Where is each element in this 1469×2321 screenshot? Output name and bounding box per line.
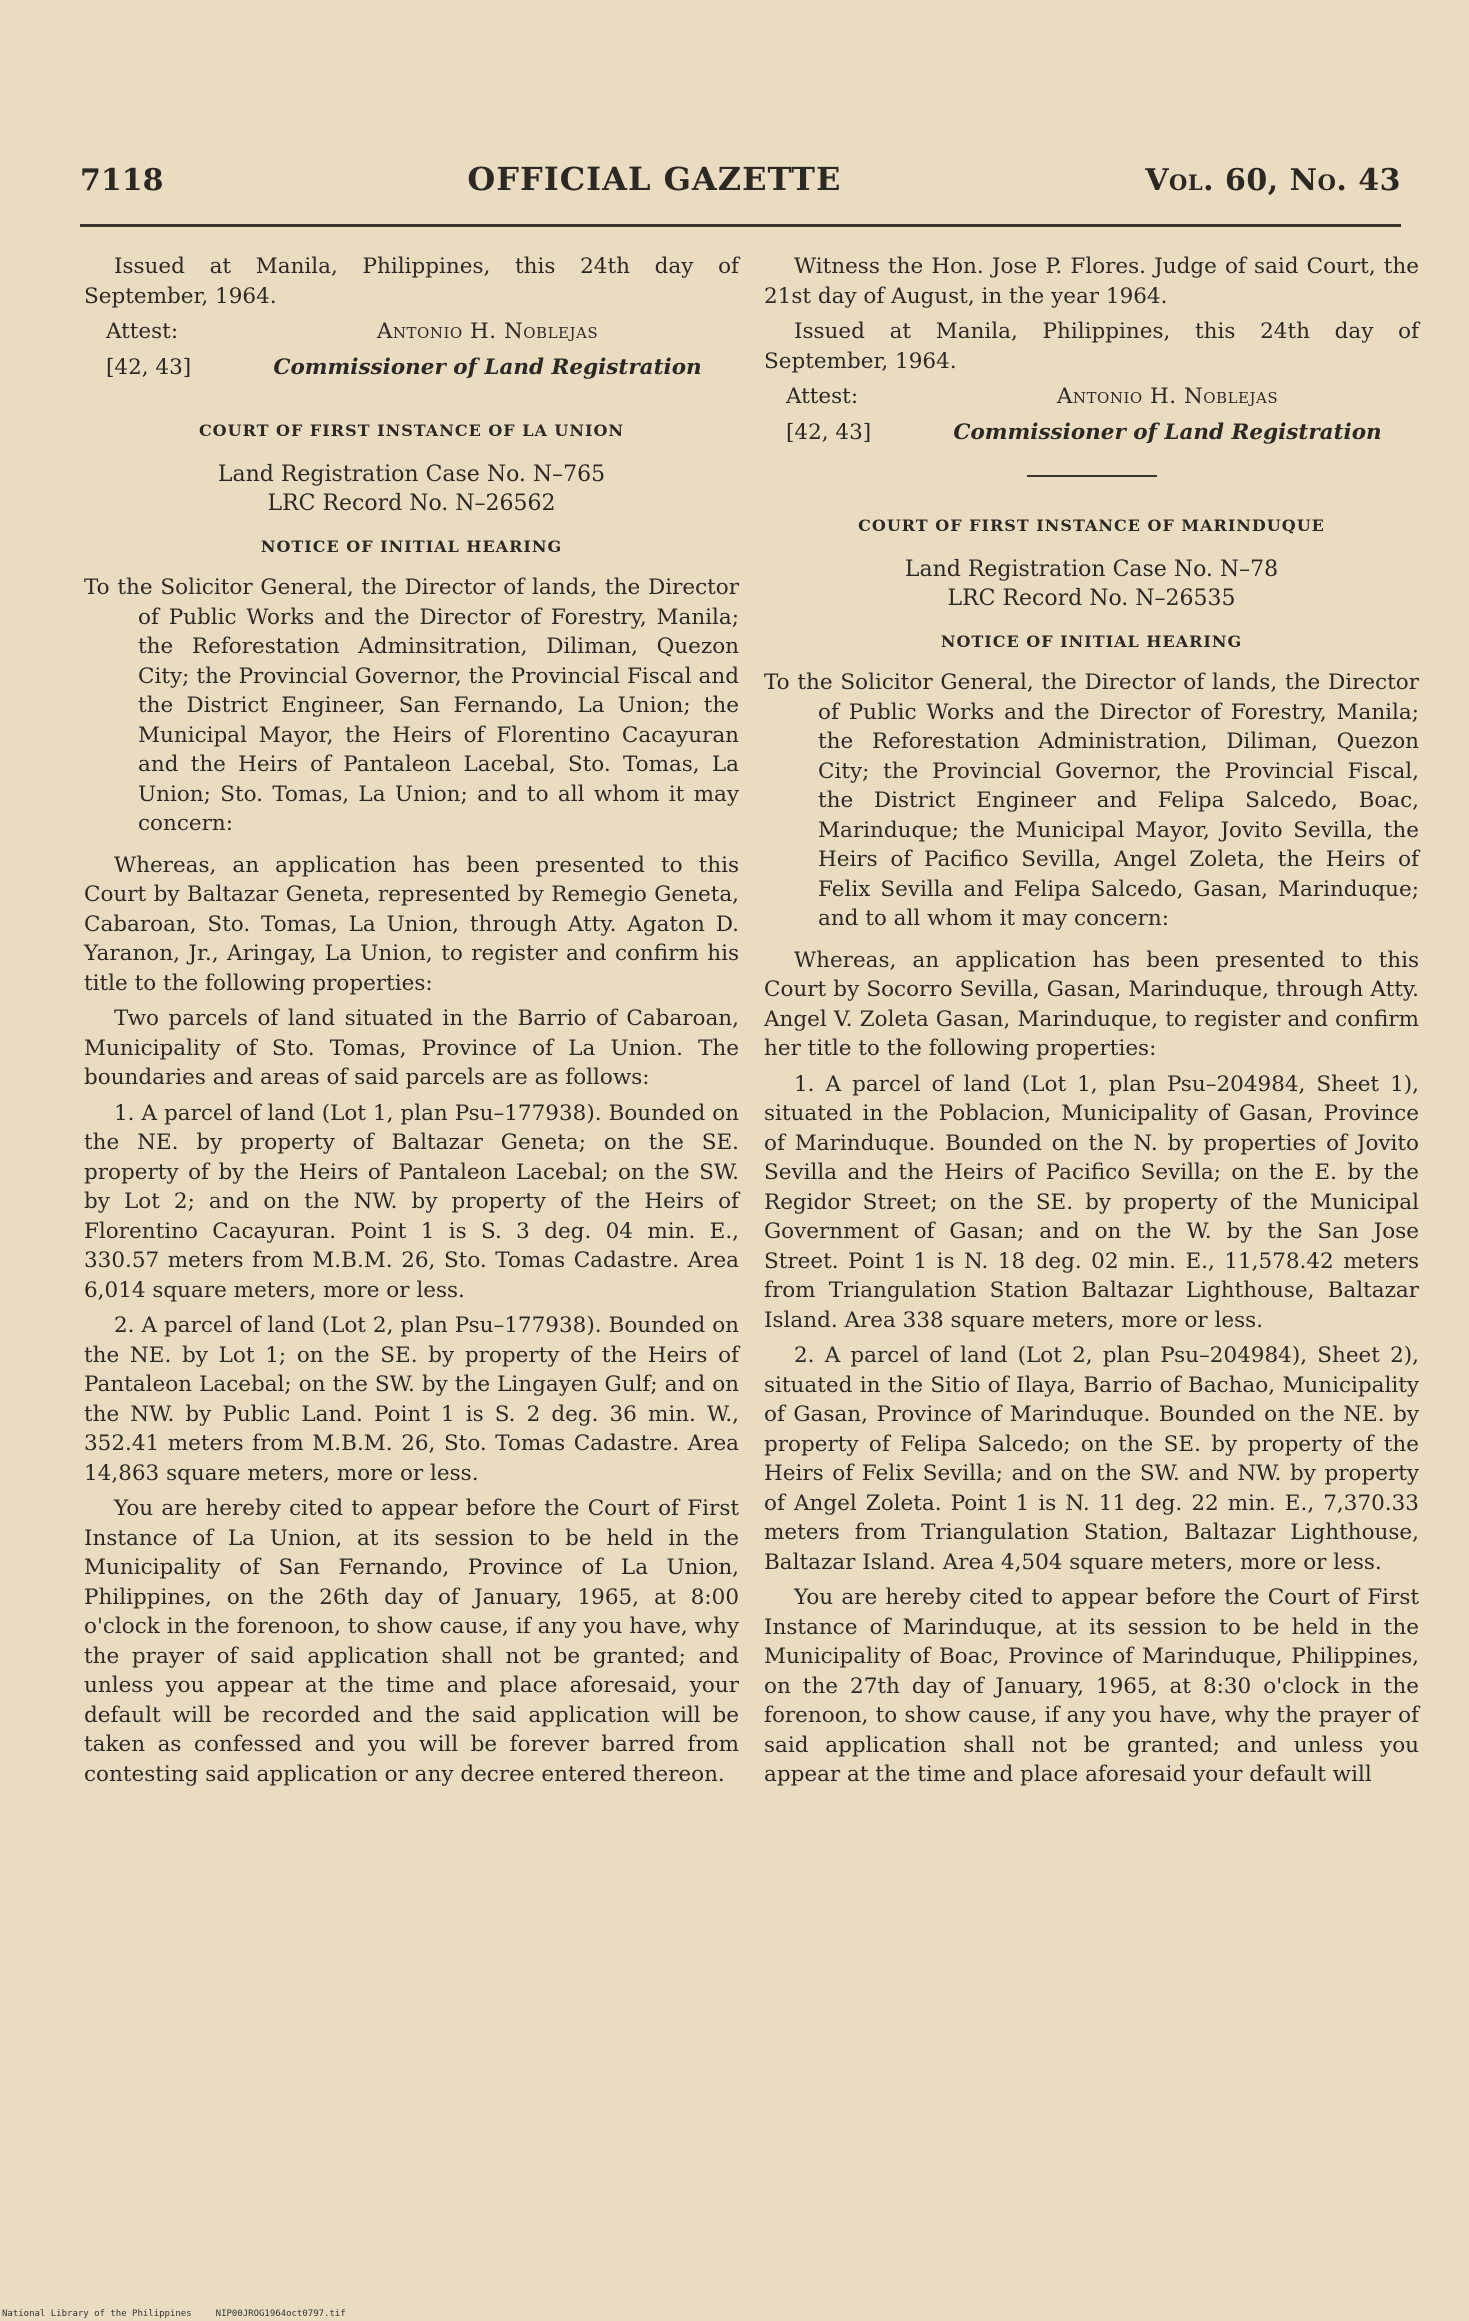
attest-ref: [42, 43] xyxy=(106,354,192,380)
page-header xyxy=(80,160,1401,216)
whereas-paragraph: Whereas, an application has been presented to this Court by Socorro Sevilla, Gasan, Marinduque, through Atty. Angel V. Zoleta Gasan, Marinduque, to register and confirm her title to the following properties: xyxy=(764,947,1419,1061)
attestation xyxy=(764,382,1419,412)
attestation-title-row xyxy=(84,353,739,383)
parcel-1: 1. A parcel of land (Lot 1, plan Psu–204984, Sheet 1), situated in the Poblacion, Municipality of Gasan, Province of Marinduque. Bounded on the N. by properties of Jovito Sevilla and the Heirs of Pacifico Sevilla; on the E. by the Regidor Street; on the SE. by property of the Municipal Government of Gasan; and on the W. by the San Jose Street. Point 1 is N. 18 deg. 02 min. E., 11,578.42 meters from Triangulation Station Baltazar Lighthouse, Baltazar Island. Area 338 square meters, more or less. xyxy=(764,1071,1419,1333)
issued-statement: Issued at Manila, Philippines, this 24th day of September, 1964. xyxy=(84,254,739,309)
library-credit: National Library of the Philippines xyxy=(2,2309,192,2319)
signatory-title: Commissioner of Land Registration xyxy=(953,419,1382,445)
page-number: 7118 xyxy=(80,163,164,198)
left-column xyxy=(84,252,739,1795)
notice-heading: NOTICE OF INITIAL HEARING xyxy=(940,631,1243,651)
lrc-record: LRC Record No. N–26562 xyxy=(267,490,556,516)
case-number: Land Registration Case No. N–78 xyxy=(904,556,1279,582)
case-number: Land Registration Case No. N–765 xyxy=(217,461,606,487)
signatory-name: Antonio H. Noblejas xyxy=(376,319,599,344)
citation-paragraph: You are hereby cited to appear before the Court of First Instance of Marinduque, at its session to be held in the Municipality of Boac, Province of Marinduque, Philippines, on the 27th day of January, 1965, at 8:30 o'clock in the forenoon, to show cause, if any you have, why the prayer of said application shall not be granted; and unless you appear at the time and place aforesaid your default will xyxy=(764,1585,1419,1787)
addressee-paragraph: To the Solicitor General, the Director of lands, the Director of Public Works and the Director of Forestry, Manila; the Reforestation Administration, Diliman, Quezon City; the Provincial Governor, the Provincial Fiscal, the District Engineer and Felipa Salcedo, Boac, Marinduque; the Municipal Mayor, Jovito Sevilla, the Heirs of Pacifico Sevilla, Angel Zoleta, the Heirs of Felix Sevilla and Felipa Salcedo, Gasan, Marinduque; and to all whom it may concern: xyxy=(764,670,1419,931)
attest-label: Attest: xyxy=(786,384,859,409)
attest-ref: [42, 43] xyxy=(786,419,872,445)
citation-paragraph: You are hereby cited to appear before the Court of First Instance of La Union, at its session to be held in the Municipality of San Fernando, Province of La Union, Philippines, on the 26th day of January, 1965, at 8:00 o'clock in the forenoon, to show cause, if any you have, why the prayer of said application shall not be granted; and unless you appear at the time and place aforesaid, your default will be recorded and the said application will be taken as confessed and you will be forever barred from contesting said application or any decree entered thereon. xyxy=(84,1496,739,1787)
attestation-title-row xyxy=(764,418,1419,448)
signatory-title: Commissioner of Land Registration xyxy=(273,354,702,380)
publication-title: OFFICIAL GAZETTE xyxy=(467,160,842,198)
witness-statement: Witness the Hon. Jose P. Flores. Judge of said Court, the 21st day of August, in the year 1964. xyxy=(764,254,1419,309)
attestation xyxy=(84,317,739,347)
notice-heading: NOTICE OF INITIAL HEARING xyxy=(260,536,563,556)
signatory-name: Antonio H. Noblejas xyxy=(1056,384,1279,409)
parcels-intro: Two parcels of land situated in the Barrio of Cabaroan, Municipality of Sto. Tomas, Province of La Union. The boundaries and areas of said parcels are as follows: xyxy=(84,1006,739,1090)
parcel-2: 2. A parcel of land (Lot 2, plan Psu–177938). Bounded on the NE. by Lot 1; on the SE. by property of the Heirs of Pantaleon Lacebal; on the SW. by the Lingayen Gulf; and on the NW. by Public Land. Point 1 is S. 2 deg. 36 min. W., 352.41 meters from M.B.M. 26, Sto. Tomas Cadastre. Area 14,863 square meters, more or less. xyxy=(84,1313,739,1486)
parcel-2: 2. A parcel of land (Lot 2, plan Psu–204984), Sheet 2), situated in the Sitio of Ilaya, Barrio of Bachao, Municipality of Gasan, Province of Marinduque. Bounded on the NE. by property of Felipa Salcedo; on the SE. by property of the Heirs of Felix Sevilla; and on the SW. and NW. by property of Angel Zoleta. Point 1 is N. 11 deg. 22 min. E., 7,370.33 meters from Triangulation Station, Baltazar Lighthouse, Baltazar Island. Area 4,504 square meters, more or less. xyxy=(764,1343,1419,1575)
scan-filename: NIP00JROG1964oct0797.tif xyxy=(215,2309,346,2319)
scan-footer xyxy=(2,2309,346,2319)
header-rule xyxy=(80,224,1401,227)
issued-statement: Issued at Manila, Philippines, this 24th day of September, 1964. xyxy=(764,319,1419,374)
court-heading: COURT OF FIRST INSTANCE OF MARINDUQUE xyxy=(858,516,1325,535)
attest-label: Attest: xyxy=(106,319,179,344)
volume-number: Vol. 60, No. 43 xyxy=(1145,163,1401,198)
section-divider xyxy=(1027,475,1157,477)
court-heading: COURT OF FIRST INSTANCE OF LA UNION xyxy=(198,421,625,440)
whereas-paragraph: Whereas, an application has been presented to this Court by Baltazar Geneta, represented by Remegio Geneta, Cabaroan, Sto. Tomas, La Union, through Atty. Agaton D. Yaranon, Jr., Aringay, La Union, to register and confirm his title to the following properties: xyxy=(84,852,739,996)
right-column xyxy=(764,252,1419,1796)
parcel-1: 1. A parcel of land (Lot 1, plan Psu–177938). Bounded on the NE. by property of Baltazar Geneta; on the SE. property of by the Heirs of Pantaleon Lacebal; on the SW. by Lot 2; and on the NW. by property of the Heirs of Florentino Cacayuran. Point 1 is S. 3 deg. 04 min. E., 330.57 meters from M.B.M. 26, Sto. Tomas Cadastre. Area 6,014 square meters, more or less. xyxy=(84,1100,739,1303)
lrc-record: LRC Record No. N–26535 xyxy=(947,585,1236,611)
addressee-paragraph: To the Solicitor General, the Director of lands, the Director of Public Works and the Director of Forestry, Manila; the Reforestation Adminsitration, Diliman, Quezon City; the Provincial Governor, the Provincial Fiscal and the District Engineer, San Fernando, La Union; the Municipal Mayor, the Heirs of Florentino Cacayuran and the Heirs of Pantaleon Lacebal, Sto. Tomas, La Union; Sto. Tomas, La Union; and to all whom it may concern: xyxy=(84,575,739,836)
